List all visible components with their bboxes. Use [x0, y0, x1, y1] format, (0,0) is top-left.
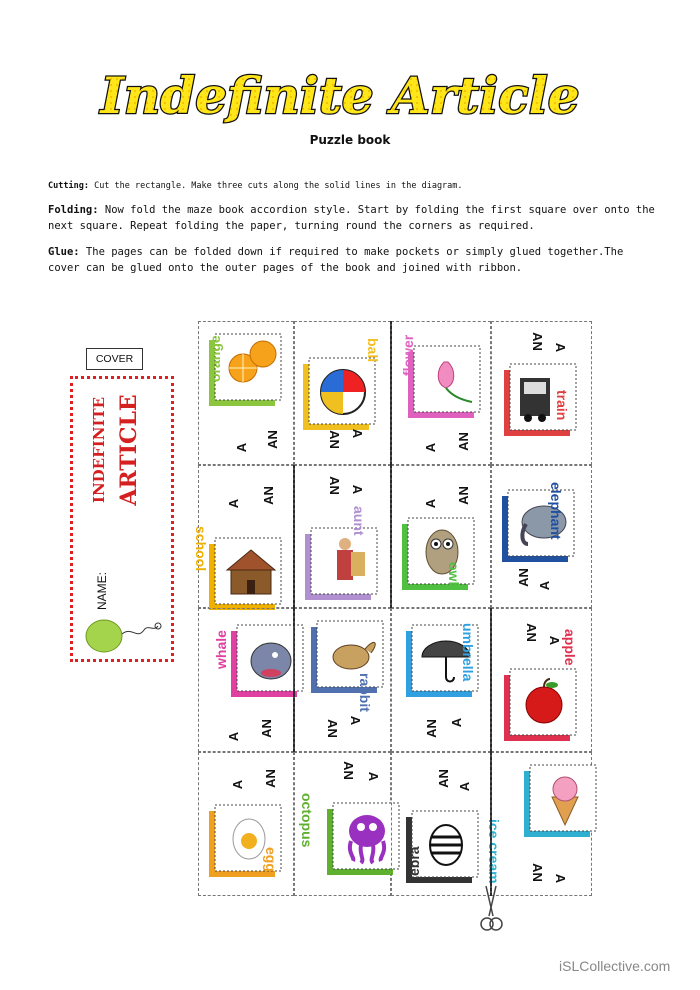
article-a: A — [350, 428, 366, 439]
page-subtitle: Puzzle book — [309, 133, 391, 147]
article-a: A — [230, 779, 246, 790]
cell-word: flower — [400, 334, 416, 376]
cell-word: elephant — [548, 482, 564, 540]
cover-title-line1: INDEFINITE — [90, 396, 108, 504]
page-title-text: Indefinite Article — [100, 66, 580, 125]
article-an: AN — [326, 476, 342, 495]
page-title — [100, 58, 580, 138]
article-an: AN — [340, 761, 356, 780]
article-an: AN — [264, 430, 280, 449]
article-a: A — [423, 498, 439, 509]
article-an: AN — [455, 432, 471, 451]
cell-word: egg — [263, 847, 279, 872]
instruction-cutting: Cutting: Cut the rectangle. Make three cuts along the solid lines in the diagram. — [48, 181, 463, 191]
article-an: AN — [435, 769, 451, 788]
article-an: AN — [324, 719, 340, 738]
cell-word: umbrella — [460, 623, 476, 682]
article-a: A — [537, 580, 553, 591]
article-a: A — [234, 442, 250, 453]
article-an: AN — [262, 769, 278, 788]
article-a: A — [547, 635, 563, 646]
cell-word: rabbit — [357, 673, 373, 712]
cover-title — [82, 390, 162, 510]
cut-lines — [198, 321, 592, 896]
cell-word: train — [554, 390, 570, 421]
brand-watermark: iSLCollective.com — [559, 958, 671, 974]
article-a: A — [553, 873, 569, 884]
svg-text:NAME:: NAME: — [95, 571, 109, 610]
cell-word: school — [193, 526, 209, 572]
balloon-icon — [82, 606, 172, 658]
article-an: AN — [529, 863, 545, 882]
article-a: A — [553, 342, 569, 353]
article-a: A — [457, 781, 473, 792]
cell-word: ice cream — [486, 819, 502, 884]
cell-word: octopus — [299, 793, 315, 848]
article-an: AN — [258, 719, 274, 738]
article-an: AN — [529, 332, 545, 351]
cell-word: ball — [365, 338, 381, 363]
cover-title-line2: ARTICLE — [116, 394, 142, 506]
cell-word: whale — [213, 630, 229, 669]
article-an: AN — [326, 430, 342, 449]
article-a: A — [350, 484, 366, 495]
scissors-icon — [478, 884, 504, 936]
instruction-glue: Glue: The pages can be folded down if required to make pockets or simply glued together.The cover can be glued onto the outer pages of the book and joined with ribbon. — [48, 246, 624, 274]
cell-word: zebra — [406, 846, 422, 883]
article-an: AN — [523, 623, 539, 642]
article-an: AN — [423, 719, 439, 738]
article-a: A — [423, 442, 439, 453]
article-a: A — [226, 498, 242, 509]
article-a: A — [449, 717, 465, 728]
cover-name-label — [88, 552, 114, 612]
article-an: AN — [260, 486, 276, 505]
cell-word: aunt — [351, 506, 367, 536]
article-an: AN — [455, 486, 471, 505]
article-an: AN — [515, 568, 531, 587]
article-a: A — [226, 731, 242, 742]
instruction-folding: Folding: Now fold the maze book accordion style. Start by folding the first square over onto the next square. Repeat folding the paper, turning round the corners as required. — [48, 204, 655, 232]
article-a: A — [348, 715, 364, 726]
cell-word: orange — [207, 335, 223, 382]
cover-label: COVER — [86, 348, 143, 370]
cell-word: apple — [562, 629, 578, 666]
cell-word: owl — [446, 562, 462, 586]
article-a: A — [366, 771, 382, 782]
puzzle-grid — [193, 321, 592, 896]
